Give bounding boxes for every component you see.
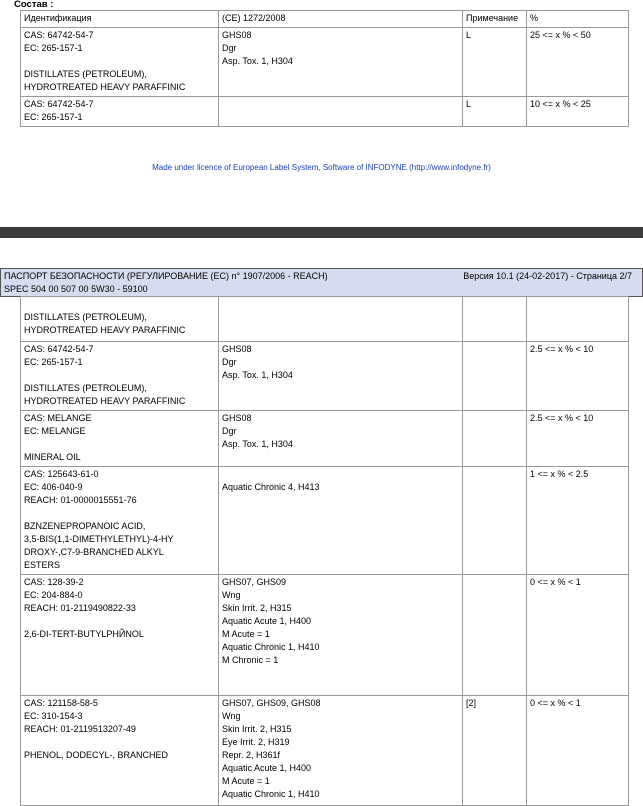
cell-line: CAS: 128-39-2 xyxy=(24,577,84,587)
licence-note: Made under licence of European Label System, Software of INFODYNE (http://www.infodyne.fr) xyxy=(152,163,491,172)
cell-line: DISTILLATES (PETROLEUM), xyxy=(24,312,147,322)
cell-line: REACH: 01-2119490822-33 xyxy=(24,603,136,613)
cell-note xyxy=(463,28,527,97)
section-title: Состав : xyxy=(14,0,54,10)
cell-line: EC: 265-157-1 xyxy=(24,112,83,122)
cell-line: MINERAL OIL xyxy=(24,452,81,462)
header-percent: % xyxy=(527,11,629,28)
table-row xyxy=(21,467,629,575)
cell-identification xyxy=(21,97,219,127)
table-row xyxy=(21,575,629,696)
cell-line: 2.5 <= x % < 10 xyxy=(530,344,594,354)
cell-note xyxy=(463,297,527,342)
blank-line xyxy=(24,507,215,520)
table-header-row xyxy=(21,11,629,28)
page-divider xyxy=(0,227,643,238)
cell-line: Dgr xyxy=(222,43,237,53)
cell-note xyxy=(463,467,527,575)
header-identification: Идентификация xyxy=(21,11,219,28)
cell-identification xyxy=(21,342,219,411)
cell-line: CAS: MELANGE xyxy=(24,413,92,423)
cell-line: Asp. Tox. 1, H304 xyxy=(222,439,293,449)
cell-percent xyxy=(527,28,629,97)
cell-identification xyxy=(21,575,219,696)
cell-clp xyxy=(219,411,463,467)
cell-line: REACH: 01-0000015551-76 xyxy=(24,495,137,505)
cell-line: EC: 204-884-0 xyxy=(24,590,83,600)
page-header-spec: SPEC 504 00 507 00 5W30 - 59100 xyxy=(4,284,148,294)
cell-clp xyxy=(219,297,463,342)
header-note: Примечание xyxy=(463,11,527,28)
page-header xyxy=(0,268,643,297)
cell-line: M Chronic = 1 xyxy=(222,655,279,665)
cell-line: CAS: 64742-54-7 xyxy=(24,99,94,109)
cell-line: GHS08 xyxy=(222,413,252,423)
blank-line xyxy=(24,438,215,451)
cell-line: GHS07, GHS09 xyxy=(222,577,287,587)
cell-clp xyxy=(219,97,463,127)
cell-line: Asp. Tox. 1, H304 xyxy=(222,56,293,66)
cell-line: ESTERS xyxy=(24,560,61,570)
blank-line xyxy=(222,468,459,481)
cell-line: Skin Irrit. 2, H315 xyxy=(222,724,292,734)
cell-identification xyxy=(21,467,219,575)
cell-line: [2] xyxy=(466,698,477,708)
cell-line: HYDROTREATED HEAVY PARAFFINIC xyxy=(24,82,186,92)
cell-line: EC: 406-040-9 xyxy=(24,482,83,492)
blank-line xyxy=(24,641,215,654)
cell-line: DISTILLATES (PETROLEUM), xyxy=(24,69,147,79)
composition-table-top xyxy=(20,10,629,127)
cell-line: Repr. 2, H361f xyxy=(222,750,281,760)
table-row xyxy=(21,411,629,467)
cell-clp xyxy=(219,696,463,806)
blank-line xyxy=(24,615,215,628)
cell-line: 0 <= x % < 1 xyxy=(530,577,581,587)
cell-line: 1 <= x % < 2.5 xyxy=(530,469,589,479)
cell-line: Dgr xyxy=(222,357,237,367)
cell-percent xyxy=(527,97,629,127)
cell-note xyxy=(463,411,527,467)
cell-line: Wng xyxy=(222,590,241,600)
cell-note xyxy=(463,575,527,696)
blank-line xyxy=(24,736,215,749)
cell-line: Aquatic Chronic 1, H410 xyxy=(222,642,320,652)
cell-line: REACH: 01-2119513207-49 xyxy=(24,724,136,734)
cell-line: Dgr xyxy=(222,426,237,436)
cell-line: Aquatic Chronic 4, H413 xyxy=(222,482,320,492)
page-header-version: Версия 10.1 (24-02-2017) - Страница 2/7 xyxy=(463,271,632,281)
cell-line: 0 <= x % < 1 xyxy=(530,698,581,708)
cell-line: CAS: 64742-54-7 xyxy=(24,30,94,40)
cell-line: 10 <= x % < 25 xyxy=(530,99,591,109)
blank-line xyxy=(24,667,215,680)
cell-line: CAS: 125643-61-0 xyxy=(24,469,99,479)
cell-percent xyxy=(527,342,629,411)
cell-percent xyxy=(527,575,629,696)
cell-note xyxy=(463,342,527,411)
cell-note xyxy=(463,696,527,806)
cell-line: 2,6-DI-TERT-BUTYLPHЙNOL xyxy=(24,629,144,639)
composition-table-bottom xyxy=(20,296,629,806)
table-row xyxy=(21,297,629,342)
header-clp: (CE) 1272/2008 xyxy=(219,11,463,28)
cell-line: GHS08 xyxy=(222,344,252,354)
blank-line xyxy=(24,654,215,667)
table-row xyxy=(21,342,629,411)
cell-line: EC: MELANGE xyxy=(24,426,86,436)
cell-identification xyxy=(21,696,219,806)
cell-line: Aquatic Acute 1, H400 xyxy=(222,763,312,773)
cell-line: Wng xyxy=(222,711,241,721)
cell-line: EC: 265-157-1 xyxy=(24,357,83,367)
cell-line: PHENOL, DODECYL-, BRANCHED xyxy=(24,750,169,760)
cell-line: L xyxy=(466,30,472,40)
cell-line: Aquatic Chronic 1, H410 xyxy=(222,789,320,799)
cell-line: M Acute = 1 xyxy=(222,629,270,639)
table-row xyxy=(21,97,629,127)
page-header-title: ПАСПОРТ БЕЗОПАСНОСТИ (РЕГУЛИРОВАНИЕ (ЕС) n° 1907/2006 - REACH) xyxy=(4,271,328,281)
table-row xyxy=(21,28,629,97)
cell-line: DISTILLATES (PETROLEUM), xyxy=(24,383,147,393)
cell-line: Aquatic Acute 1, H400 xyxy=(222,616,312,626)
cell-line: L xyxy=(466,99,472,109)
cell-percent xyxy=(527,297,629,342)
cell-clp xyxy=(219,467,463,575)
blank-line xyxy=(24,55,215,68)
cell-identification xyxy=(21,28,219,97)
cell-line: EC: 265-157-1 xyxy=(24,43,83,53)
cell-clp xyxy=(219,575,463,696)
cell-line: Eye Irrit. 2, H319 xyxy=(222,737,290,747)
cell-line: GHS07, GHS09, GHS08 xyxy=(222,698,321,708)
cell-note xyxy=(463,97,527,127)
table-row xyxy=(21,696,629,806)
cell-clp xyxy=(219,28,463,97)
cell-line: 25 <= x % < 50 xyxy=(530,30,591,40)
cell-line: 2.5 <= x % < 10 xyxy=(530,413,594,423)
cell-percent xyxy=(527,696,629,806)
cell-line: M Acute = 1 xyxy=(222,776,270,786)
blank-line xyxy=(24,298,215,311)
cell-line: HYDROTREATED HEAVY PARAFFINIC xyxy=(24,325,186,335)
cell-line: BZNZENEPROPANOIC ACID, xyxy=(24,521,146,531)
cell-percent xyxy=(527,467,629,575)
cell-line: HYDROTREATED HEAVY PARAFFINIC xyxy=(24,396,186,406)
cell-line: CAS: 121158-58-5 xyxy=(24,698,98,708)
cell-percent xyxy=(527,411,629,467)
cell-line: Asp. Tox. 1, H304 xyxy=(222,370,293,380)
cell-identification xyxy=(21,411,219,467)
blank-line xyxy=(24,369,215,382)
cell-line: DROXY-,C7-9-BRANCHED ALKYL xyxy=(24,547,164,557)
cell-identification xyxy=(21,297,219,342)
cell-clp xyxy=(219,342,463,411)
cell-line: EC: 310-154-3 xyxy=(24,711,83,721)
cell-line: CAS: 64742-54-7 xyxy=(24,344,94,354)
blank-line xyxy=(24,680,215,693)
cell-line: 3,5-BIS(1,1-DIMETHYLETHYL)-4-HY xyxy=(24,534,174,544)
cell-line: GHS08 xyxy=(222,30,252,40)
cell-line: Skin Irrit. 2, H315 xyxy=(222,603,292,613)
